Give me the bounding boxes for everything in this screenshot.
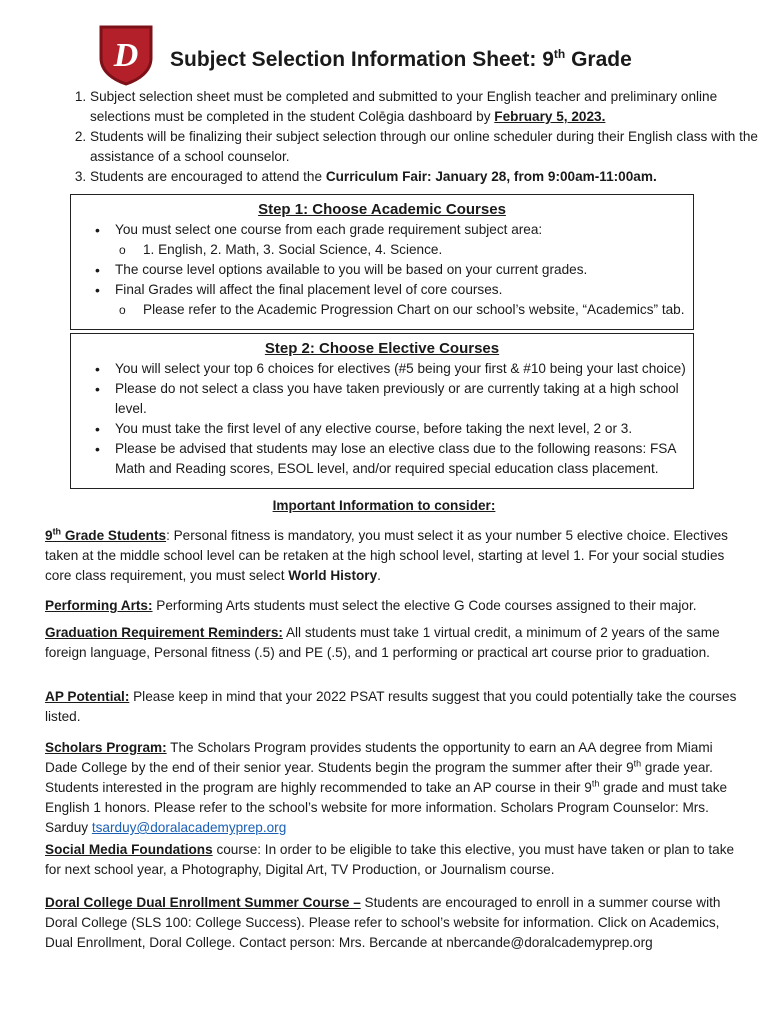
- step1-subitem: o Please refer to the Academic Progression Chart on our school’s website, “Academics” tab.: [115, 300, 687, 320]
- step1-subitem: o 1. English, 2. Math, 3. Social Science, 4. Science.: [115, 240, 687, 260]
- header: [98, 24, 738, 86]
- scholars-paragraph: Scholars Program: The Scholars Program provides students the opportunity to earn an AA degree from Miami Dade College by the end of their senior year. Students begin the program the summer after their 9th grade year. Students interested in the program are highly recommended to take an AP course in their 9th grade and must take English 1 honors. Please refer to the school’s website for more information. Scholars Program Counselor: Mrs. Sarduy tsarduy@doralacademyprep.org: [45, 740, 728, 835]
- ninth-grade-label: 9th Grade Students: [45, 526, 167, 543]
- step2-list: [77, 359, 687, 479]
- intro-item-1: 1. Subject selection sheet must be completed and submitted to your English teacher and preliminary online selections must be completed in the student Colēgia dashboard by February 5, 2023.: [90, 87, 768, 127]
- scholars-email-link[interactable]: tsarduy@doralacademyprep.org: [91, 820, 287, 835]
- graduation-paragraph: Graduation Requirement Reminders: All students must take 1 virtual credit, a minimum of 2 years of the same foreign language, Personal fitness (.5) and PE (.5), and 1 performing or practical art course prior to graduation.: [45, 625, 720, 660]
- ninth-grade-paragraph: 9th Grade Students: Personal fitness is mandatory, you must select it as your number 5 elective choice. Electives taken at the middle school level can be retaken at the high school level, starting at level 1. For your social studies core class requirement, you must select World History.: [45, 526, 728, 583]
- step2-title: Step 2: Choose Elective Courses: [264, 340, 500, 357]
- step1-title: Step 1: Choose Academic Courses: [258, 201, 506, 218]
- deadline-date: February 5, 2023.: [494, 109, 606, 124]
- doral-college-paragraph: Doral College Dual Enrollment Summer Course – Students are encouraged to enroll in a summer course with Doral College (SLS 100: College Success). Please refer to school’s website for information. Click on Academics, Dual Enrollment, Doral College. Contact person: Mrs. Bercande at nbercande@doralcademyprep.org: [45, 895, 721, 950]
- intro-list: [46, 87, 768, 187]
- intro-item-3: 3. Students are encouraged to attend the Curriculum Fair: January 28, from 9:00am-11:00am.: [90, 167, 768, 187]
- page-title: Subject Selection Information Sheet: 9th Grade: [170, 47, 632, 71]
- intro-item-2: 2. Students will be finalizing their subject selection through our online scheduler during their English class with the assistance of a school counselor.: [90, 127, 768, 167]
- step1-list: [77, 220, 687, 320]
- step1-box: [70, 194, 694, 330]
- curriculum-fair: Curriculum Fair: January 28, from 9:00am-11:00am.: [325, 169, 657, 184]
- important-info-heading: Important Information to consider:: [272, 498, 496, 513]
- step2-box: [70, 333, 694, 489]
- step2-item: • Please be advised that students may lose an elective class due to the following reasons: FSA Math and Reading scores, ESOL level, and/or required special education class placement.: [115, 439, 687, 479]
- ap-potential-paragraph: AP Potential: Please keep in mind that your 2022 PSAT results suggest that you could potentially take the courses listed.: [45, 689, 737, 724]
- step2-item: • Please do not select a class you have taken previously or are currently taking at a high school level.: [115, 379, 687, 419]
- logo-letter: D: [113, 37, 139, 74]
- step2-item: • You must take the first level of any elective course, before taking the next level, 2 or 3.: [115, 419, 687, 439]
- step2-item: • You will select your top 6 choices for electives (#5 being your first & #10 being your last choice): [115, 359, 687, 379]
- performing-arts-paragraph: Performing Arts: Performing Arts students must select the elective G Code courses assigned to their major.: [45, 598, 697, 613]
- step1-item: • You must select one course from each grade requirement subject area:: [115, 220, 687, 240]
- social-media-paragraph: Social Media Foundations course: In order to be eligible to take this elective, you must have taken or plan to take for next school year, a Photography, Digital Art, TV Production, or Journalism course.: [45, 842, 735, 877]
- school-logo-shield-icon: [98, 24, 154, 86]
- step1-item: • The course level options available to you will be based on your current grades.: [115, 260, 687, 280]
- step1-item: • Final Grades will affect the final placement level of core courses.: [115, 280, 687, 300]
